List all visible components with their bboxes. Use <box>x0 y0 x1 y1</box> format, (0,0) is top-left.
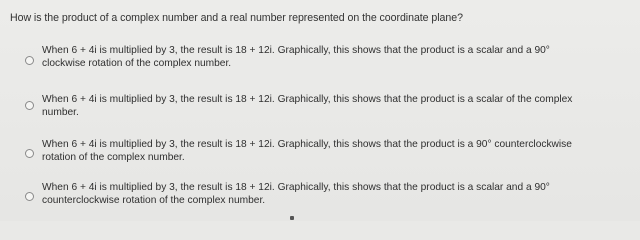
answer-option-4-text[interactable] <box>42 181 627 207</box>
answer-option-3-line-1: When 6 + 4i is multiplied by 3, the result is 18 + 12i. Graphically, this shows that the product is a 90° counterclockwise <box>42 139 572 150</box>
answer-option-2-line-2: number. <box>42 107 79 118</box>
answer-option-1-line-1: When 6 + 4i is multiplied by 3, the result is 18 + 12i. Graphically, this shows that the product is a scalar and a 90° <box>42 45 550 56</box>
question-text: How is the product of a complex number and a real number represented on the coordinate plane? <box>10 12 463 24</box>
radio-button-1[interactable] <box>25 56 34 65</box>
radio-button-3[interactable] <box>25 149 34 158</box>
radio-button-4[interactable] <box>25 192 34 201</box>
answer-option-1-line-2: clockwise rotation of the complex number. <box>42 58 232 69</box>
answer-option-1-text[interactable] <box>42 44 627 70</box>
radio-button-2[interactable] <box>25 101 34 110</box>
answer-option-2-text[interactable] <box>42 93 627 119</box>
cursor-icon <box>290 216 294 220</box>
answer-option-4-line-1: When 6 + 4i is multiplied by 3, the result is 18 + 12i. Graphically, this shows that the product is a scalar and a 90° <box>42 182 550 193</box>
answer-option-2-line-1: When 6 + 4i is multiplied by 3, the result is 18 + 12i. Graphically, this shows that the product is a scalar of the complex <box>42 94 573 105</box>
answer-option-3-text[interactable] <box>42 138 627 164</box>
answer-option-4-line-2: counterclockwise rotation of the complex number. <box>42 195 266 206</box>
answer-option-3-line-2: rotation of the complex number. <box>42 152 185 163</box>
